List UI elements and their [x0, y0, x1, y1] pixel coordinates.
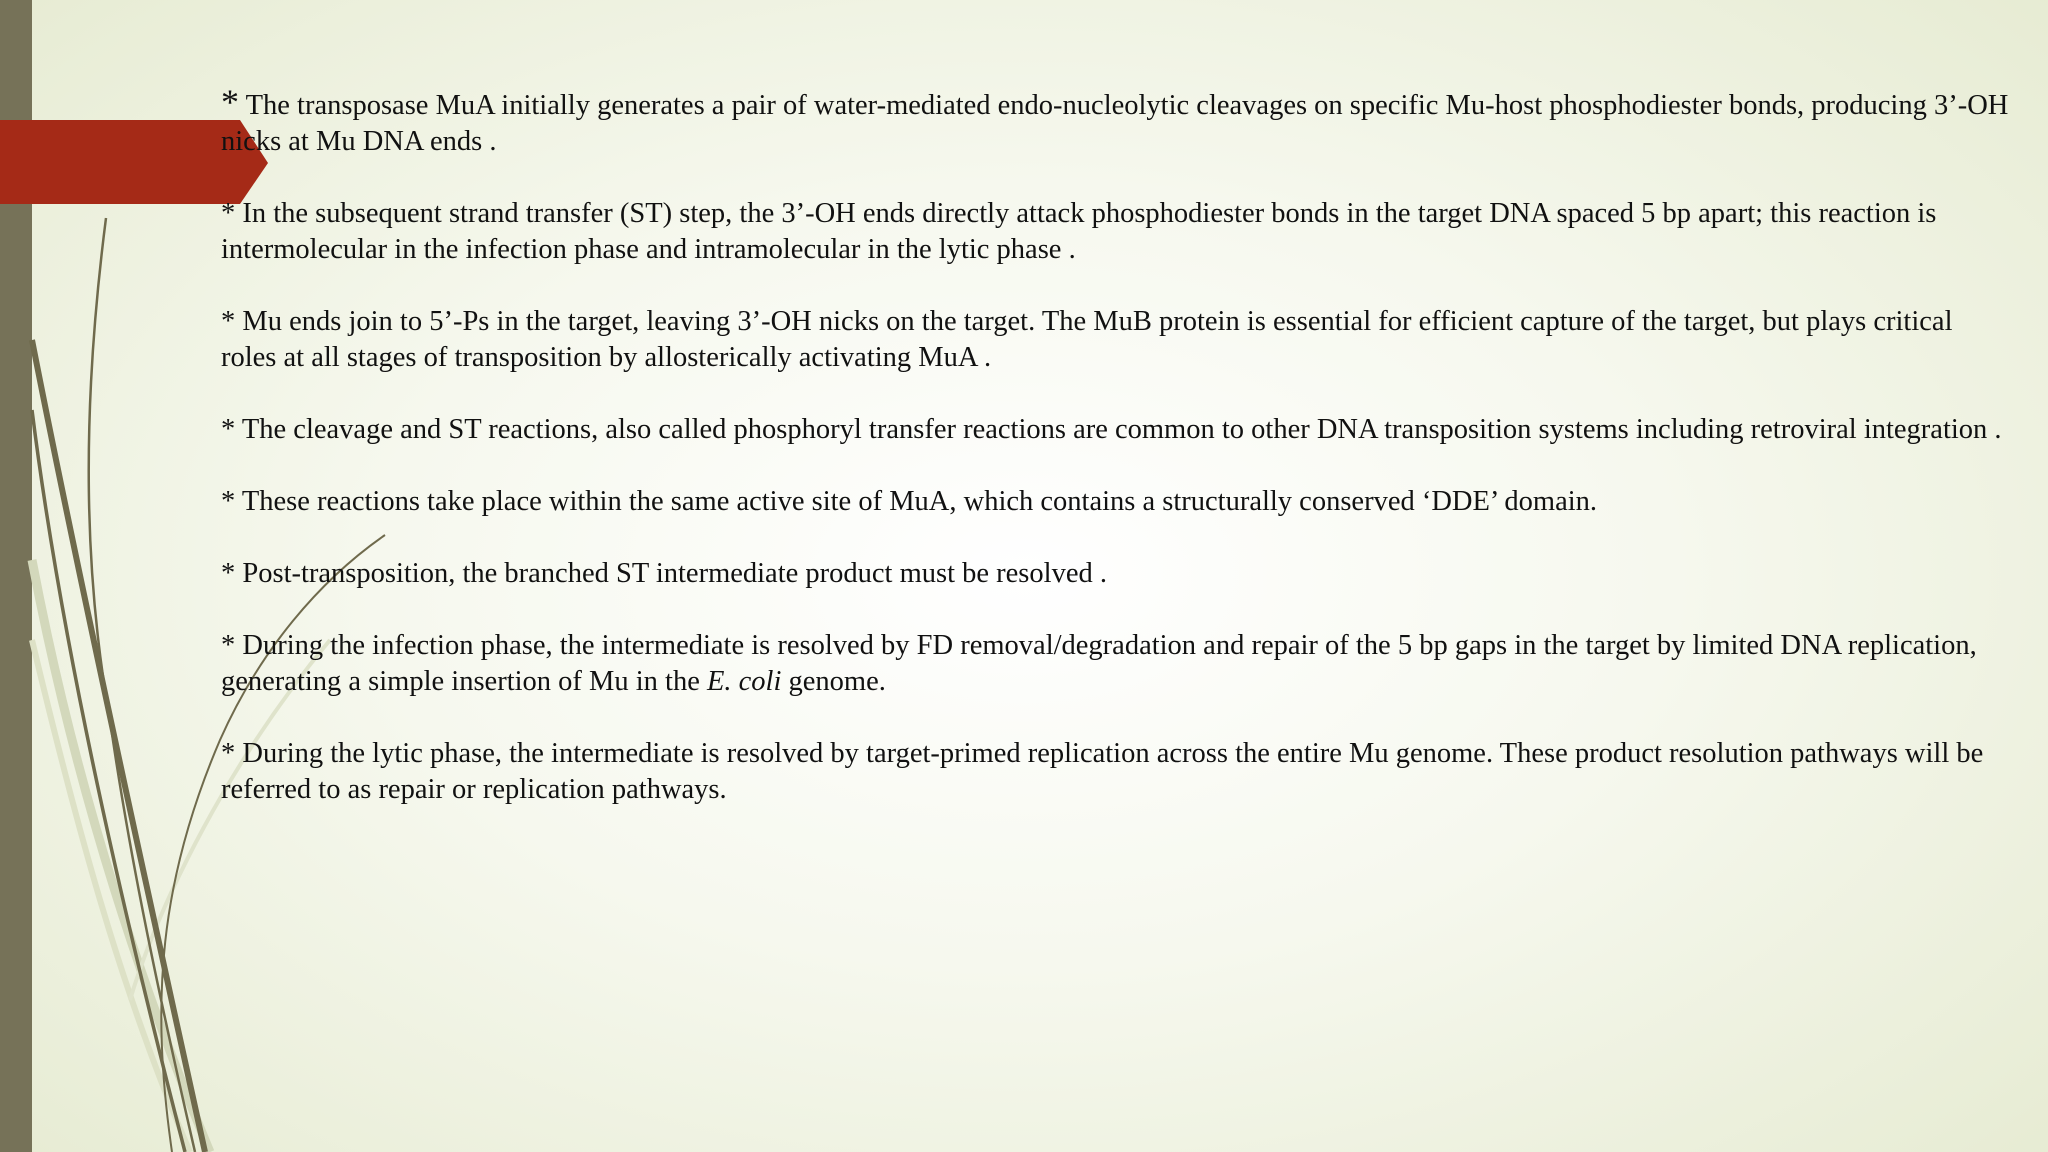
bullet-marker: *	[221, 198, 236, 229]
paragraph-4-text: The cleavage and ST reactions, also called phosphoryl transfer reactions are common to other DNA transposition systems including retroviral integration .	[241, 414, 2002, 445]
bullet-marker: *	[221, 414, 236, 445]
paragraph-3	[221, 304, 2011, 376]
paragraph-7-text-end: genome.	[781, 666, 886, 697]
bullet-marker: *	[221, 558, 236, 589]
paragraph-3-text: Mu ends join to 5’-Ps in the target, leaving 3’-OH nicks on the target. The MuB protein is essential for efficient capture of the target, but plays critical roles at all stages of transposition by allosterically activating MuA .	[221, 306, 1953, 373]
paragraph-2-text: In the subsequent strand transfer (ST) step, the 3’-OH ends directly attack phosphodiester bonds in the target DNA spaced 5 bp apart; this reaction is intermolecular in the infection phase and intramolecular in the lytic phase .	[221, 198, 1937, 265]
bullet-marker: *	[221, 306, 236, 337]
bullet-marker: *	[221, 486, 236, 517]
paragraph-8-text: During the lytic phase, the intermediate is resolved by target-primed replication across the entire Mu genome. These product resolution pathways will be referred to as repair or replication pathways.	[221, 738, 1984, 805]
paragraph-7	[221, 628, 2011, 700]
paragraph-6-text: Post-transposition, the branched ST intermediate product must be resolved .	[242, 558, 1107, 589]
paragraph-7-text: During the infection phase, the intermediate is resolved by FD removal/degradation and repair of the 5 bp gaps in the target by limited DNA replication, generating a simple insertion of Mu in the	[221, 630, 1977, 697]
paragraph-4	[221, 412, 2011, 448]
paragraph-2	[221, 196, 2011, 268]
slide-body	[221, 84, 2011, 844]
bullet-marker: *	[221, 630, 236, 661]
paragraph-6	[221, 556, 2011, 592]
decor-curve-3	[89, 218, 195, 1152]
paragraph-1	[221, 84, 2011, 160]
bullet-marker: *	[221, 738, 236, 769]
species-name-italic: E. coli	[706, 666, 782, 697]
paragraph-1-text: The transposase MuA initially generates a pair of water-mediated endo-nucleolytic cleavages on specific Mu-host phosphodiester bonds, producing 3’-OH nicks at Mu DNA ends .	[221, 90, 2009, 157]
paragraph-5	[221, 484, 2011, 520]
paragraph-5-text: These reactions take place within the same active site of MuA, which contains a structurally conserved ‘DDE’ domain.	[241, 486, 1598, 517]
bullet-marker: *	[221, 82, 239, 122]
paragraph-8	[221, 736, 2011, 808]
